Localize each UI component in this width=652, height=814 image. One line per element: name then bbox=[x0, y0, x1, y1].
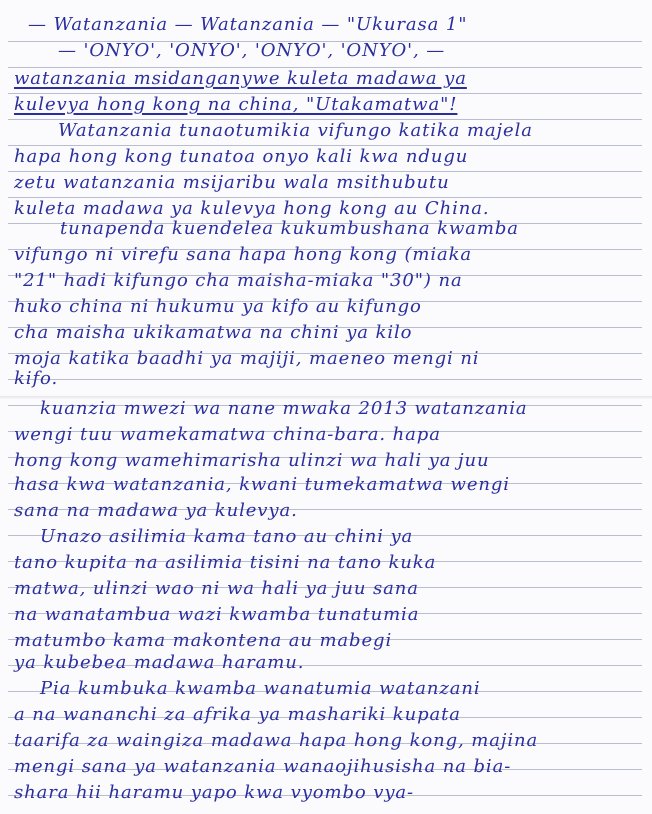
warning-line: — 'ONYO', 'ONYO', 'ONYO', 'ONYO', — bbox=[58, 40, 446, 61]
text-line: ya kubebea madawa haramu. bbox=[14, 652, 305, 673]
text-line: kifo. bbox=[14, 368, 59, 389]
text-line: kuleta madawa ya kulevya hong kong au China. bbox=[14, 198, 490, 219]
text-line: vifungo ni virefu sana hapa hong kong (miaka bbox=[14, 244, 473, 265]
text-line: taarifa za waingiza madawa hapa hong kong, majina bbox=[14, 730, 539, 751]
text-line: "21" hadi kifungo cha maisha-miaka "30") na bbox=[14, 270, 463, 291]
headline-line: kulevya hong kong na china, "Utakamatwa"! bbox=[14, 94, 458, 115]
text-line: wengi tuu wamekamatwa china-bara. hapa bbox=[14, 424, 441, 445]
text-line: na wanatambua wazi kwamba tunatumia bbox=[14, 604, 420, 625]
text-line: kuanzia mwezi wa nane mwaka 2013 watanzania bbox=[40, 398, 528, 419]
headline-line: watanzania msidanganywe kuleta madawa ya bbox=[14, 68, 467, 89]
text-line: cha maisha ukikamatwa na chini ya kilo bbox=[14, 322, 413, 343]
header-line: — Watanzania — Watanzania — "Ukurasa 1" bbox=[28, 14, 468, 35]
text-line: Unazo asilimia kama tano au chini ya bbox=[40, 526, 414, 547]
text-line: hong kong wamehimarisha ulinzi wa hali ya juu bbox=[14, 450, 490, 471]
text-line: Pia kumbuka kwamba wanatumia watanzani bbox=[40, 678, 481, 699]
text-line: huko china ni hukumu ya kifo au kifungo bbox=[14, 296, 422, 317]
text-line: sana na madawa ya kulevya. bbox=[14, 500, 298, 521]
text-line: shara hii haramu yapo kwa vyombo vya- bbox=[14, 782, 415, 803]
text-line: hapa hong kong tunatoa onyo kali kwa ndugu bbox=[14, 146, 469, 167]
text-line: tunapenda kuendelea kukumbushana kwamba bbox=[60, 218, 519, 239]
text-line: a na wananchi za afrika ya mashariki kupata bbox=[14, 704, 461, 725]
text-line: matwa, ulinzi wao ni wa hali ya juu sana bbox=[14, 578, 419, 599]
text-line: hasa kwa watanzania, kwani tumekamatwa wengi bbox=[14, 474, 510, 495]
text-line: tano kupita na asilimia tisini na tano kuka bbox=[14, 552, 437, 573]
text-line: zetu watanzania msijaribu wala msithubutu bbox=[14, 172, 450, 193]
text-line: moja katika baadhi ya majiji, maeneo mengi ni bbox=[14, 348, 480, 369]
rule-line bbox=[8, 379, 642, 380]
text-line: Watanzania tunaotumikia vifungo katika majela bbox=[58, 120, 533, 141]
text-line: matumbo kama makontena au mabegi bbox=[14, 630, 393, 651]
text-line: mengi sana ya watanzania wanaojihusisha na bia- bbox=[14, 756, 512, 777]
